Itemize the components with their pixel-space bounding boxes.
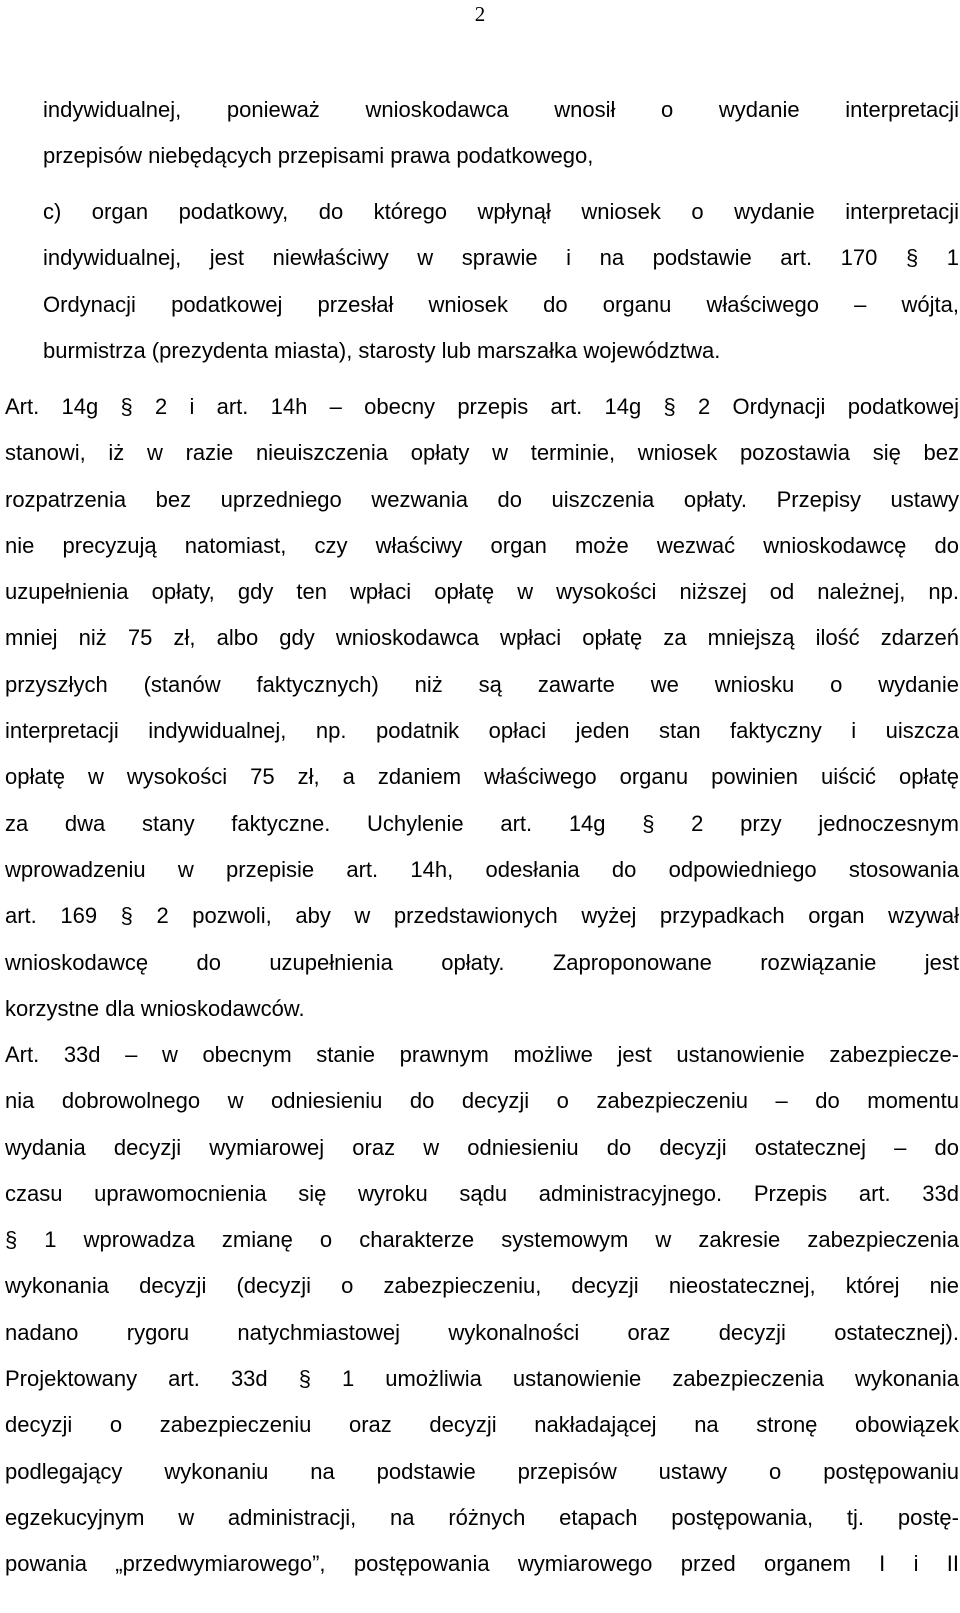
- text-line: podlegający wykonaniu na podstawie przepisów ustawy o postępowaniu: [5, 1458, 959, 1484]
- text-line: Art. 14g § 2 i art. 14h – obecny przepis art. 14g § 2 Ordynacji podatkowej: [5, 394, 959, 419]
- text-line: Art. 33d – w obecnym stanie prawnym możliwe jest ustanowienie zabezpiecze-: [5, 1042, 959, 1067]
- text-line: uzupełnienia opłaty, gdy ten wpłaci opłatę w wysokości niższej od należnej, np.: [5, 579, 959, 605]
- text-line: stanowi, iż w razie nieuiszczenia opłaty w terminie, wniosek pozostawia się bez: [5, 440, 959, 466]
- paragraph-art-14g: [5, 384, 959, 1032]
- text-line: egzekucyjnym w administracji, na różnych etapach postępowania, tj. postę-: [5, 1504, 959, 1530]
- paragraph-art-33d: [5, 1032, 959, 1588]
- text-line: decyzji o zabezpieczeniu oraz decyzji nakładającej na stronę obowiązek: [5, 1412, 959, 1438]
- text-line: Projektowany art. 33d § 1 umożliwia ustanowienie zabezpieczenia wykonania: [5, 1366, 959, 1392]
- text-line: § 1 wprowadza zmianę o charakterze systemowym w zakresie zabezpieczenia: [5, 1227, 959, 1253]
- text-line: mniej niż 75 zł, albo gdy wnioskodawca wpłaci opłatę za mniejszą ilość zdarzeń: [5, 625, 959, 651]
- text-line: c) organ podatkowy, do którego wpłynął wniosek o wydanie interpretacji: [43, 199, 959, 224]
- text-line: korzystne dla wnioskodawców.: [5, 995, 305, 1021]
- text-line: wykonania decyzji (decyzji o zabezpieczeniu, decyzji nieostatecznej, której nie: [5, 1273, 959, 1299]
- text-line: indywidualnej, jest niewłaściwy w sprawie i na podstawie art. 170 § 1: [43, 245, 959, 271]
- page-number: 2: [474, 2, 486, 26]
- text-line: nadano rygoru natychmiastowej wykonalności oraz decyzji ostatecznej).: [5, 1319, 959, 1345]
- text-line: nia dobrowolnego w odniesieniu do decyzji o zabezpieczeniu – do momentu: [5, 1088, 959, 1114]
- text-line: wydania decyzji wymiarowej oraz w odniesieniu do decyzji ostatecznej – do: [5, 1134, 959, 1160]
- paragraph-continuation: [43, 87, 959, 180]
- text-line: indywidualnej, ponieważ wnioskodawca wnosił o wydanie interpretacji: [43, 97, 959, 122]
- paragraph-list-item-c: [43, 189, 959, 374]
- text-line: za dwa stany faktyczne. Uchylenie art. 14g § 2 przy jednoczesnym: [5, 810, 959, 836]
- text-line: interpretacji indywidualnej, np. podatnik opłaci jeden stan faktyczny i uiszcza: [5, 718, 959, 744]
- text-line: czasu uprawomocnienia się wyroku sądu administracyjnego. Przepis art. 33d: [5, 1180, 959, 1206]
- text-line: wprowadzeniu w przepisie art. 14h, odesłania do odpowiedniego stosowania: [5, 856, 959, 882]
- text-line: nie precyzują natomiast, czy właściwy organ może wezwać wnioskodawcę do: [5, 532, 959, 558]
- text-line: wnioskodawcę do uzupełnienia opłaty. Zaproponowane rozwiązanie jest: [5, 949, 959, 975]
- text-line: przyszłych (stanów faktycznych) niż są zawarte we wniosku o wydanie: [5, 671, 959, 697]
- text-line: rozpatrzenia bez uprzedniego wezwania do uiszczenia opłaty. Przepisy ustawy: [5, 486, 959, 512]
- text-line: Ordynacji podatkowej przesłał wniosek do organu właściwego – wójta,: [43, 291, 959, 317]
- text-line: powania „przedwymiarowego”, postępowania wymiarowego przed organem I i II: [5, 1551, 959, 1577]
- text-line: burmistrza (prezydenta miasta), starosty lub marszałka województwa.: [43, 337, 721, 363]
- text-line: art. 169 § 2 pozwoli, aby w przedstawionych wyżej przypadkach organ wzywał: [5, 903, 959, 929]
- text-line: przepisów niebędących przepisami prawa podatkowego,: [43, 143, 594, 169]
- text-line: opłatę w wysokości 75 zł, a zdaniem właściwego organu powinien uiścić opłatę: [5, 764, 959, 790]
